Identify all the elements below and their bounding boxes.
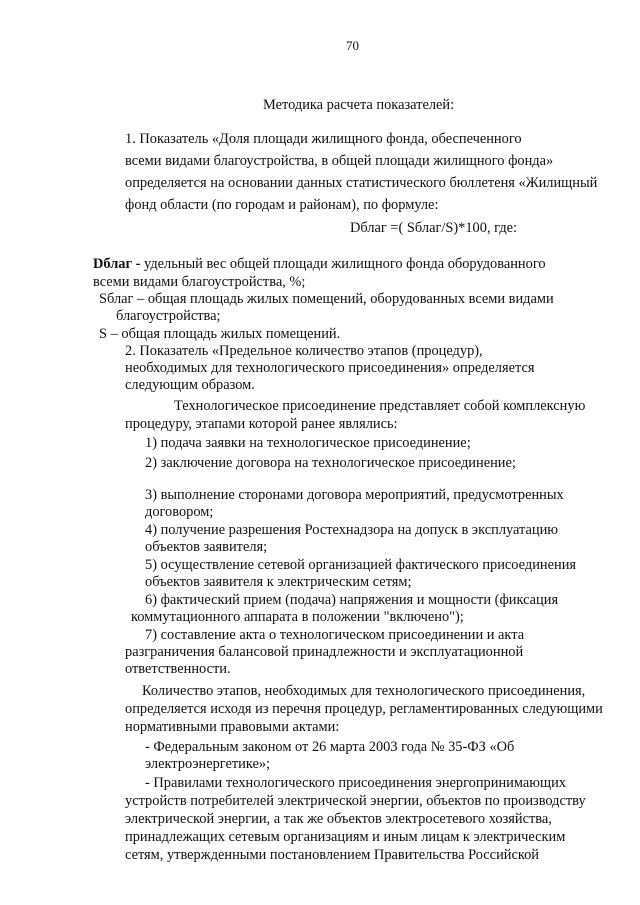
stage-7-cont-1: разграничения балансовой принадлежности и эксплуатационной	[125, 644, 524, 660]
p3-line-2: процедуру, этапами которой ранее являлись:	[125, 416, 398, 432]
p1-line-2-text: всеми видами благоустройства, в общей площади жилищного фонда»	[125, 153, 554, 169]
page-number: 70	[346, 38, 359, 53]
stage-2: 2) заключение договора на технологическое присоединение;	[145, 455, 516, 471]
p2-line-1: 2. Показатель «Предельное количество этапов (процедур),	[125, 343, 483, 359]
paragraph-line	[125, 152, 597, 170]
paragraph-line	[125, 130, 597, 148]
act-2-cont-4: сетям, утвержденными постановлением Правительства Российской	[125, 847, 540, 863]
stage-4-cont: объектов заявителя;	[145, 539, 268, 555]
stage-7-cont-2: ответственности.	[125, 661, 231, 677]
stage-3: 3) выполнение сторонами договора мероприятий, предусмотренных	[145, 487, 564, 503]
p1-line-2	[125, 152, 597, 170]
paragraph-line	[125, 174, 597, 192]
definition-d	[93, 255, 546, 273]
stage-5: 5) осуществление сетевой организацией фактического присоединения	[145, 557, 577, 573]
stage-6-cont: коммутационного аппарата в положении "включено");	[131, 609, 464, 625]
definition-d-text: удельный вес общей площади жилищного фонда оборудованного	[140, 256, 546, 272]
p4-line-3: нормативными правовыми актами:	[125, 719, 340, 735]
stage-5-cont: объектов заявителя к электрическим сетям;	[145, 574, 412, 590]
p2-line-3: следующим образом.	[125, 377, 255, 393]
stage-7: 7) составление акта о технологическом присоединении и акта	[145, 627, 525, 643]
act-1: - Федеральным законом от 26 марта 2003 года № 35-ФЗ «Об	[145, 739, 515, 755]
section-heading: Методика расчета показателей:	[263, 97, 455, 113]
p4-line-2: определяется исходя из перечня процедур, регламентированных следующими	[125, 701, 603, 717]
p1-line-3-text: определяется на основании данных статистического бюллетеня «Жилищный	[125, 175, 598, 191]
formula: Dблаг =( Sблаг/S)*100, где:	[350, 220, 518, 236]
act-2-cont-3: принадлежащих сетевым организациям и иным лицам к электрическим	[125, 829, 566, 845]
act-2-cont-2: электрической энергии, а так же объектов электросетевого хозяйства,	[125, 811, 552, 827]
stage-3-cont: договором;	[145, 504, 214, 520]
definition-d-symbol: Dблаг -	[93, 256, 141, 272]
stage-4: 4) получение разрешения Ростехнадзора на допуск в эксплуатацию	[145, 522, 559, 538]
act-2-cont-1: устройств потребителей электрической энергии, объектов по производству	[125, 793, 586, 809]
p4-line-1: Количество этапов, необходимых для технологического присоединения,	[142, 683, 586, 699]
p3-line-1: Технологическое присоединение представляет собой комплексную	[174, 398, 586, 414]
p1-line-4: фонд области (по городам и районам), по формуле:	[125, 197, 439, 213]
definition-d-text-cont: всеми видами благоустройства, %;	[93, 274, 306, 290]
p1-line-3	[125, 174, 597, 192]
stage-1: 1) подача заявки на технологическое присоединение;	[145, 435, 471, 451]
definition-s-blag-cont: благоустройства;	[116, 308, 221, 324]
p1-line-1-text: 1. Показатель «Доля площади жилищного фонда, обеспеченного	[125, 131, 522, 147]
definition-s-blag: Sблаг – общая площадь жилых помещений, оборудованных всеми видами	[99, 291, 554, 307]
act-2: - Правилами технологического присоединения энергопринимающих	[145, 775, 566, 791]
act-1-cont: электроэнергетике»;	[145, 756, 271, 772]
p2-line-2: необходимых для технологического присоединения» определяется	[125, 360, 535, 376]
definition-s: S – общая площадь жилых помещений.	[99, 326, 341, 342]
p1-line-1	[125, 130, 597, 148]
stage-6: 6) фактический прием (подача) напряжения и мощности (фиксация	[145, 592, 559, 608]
